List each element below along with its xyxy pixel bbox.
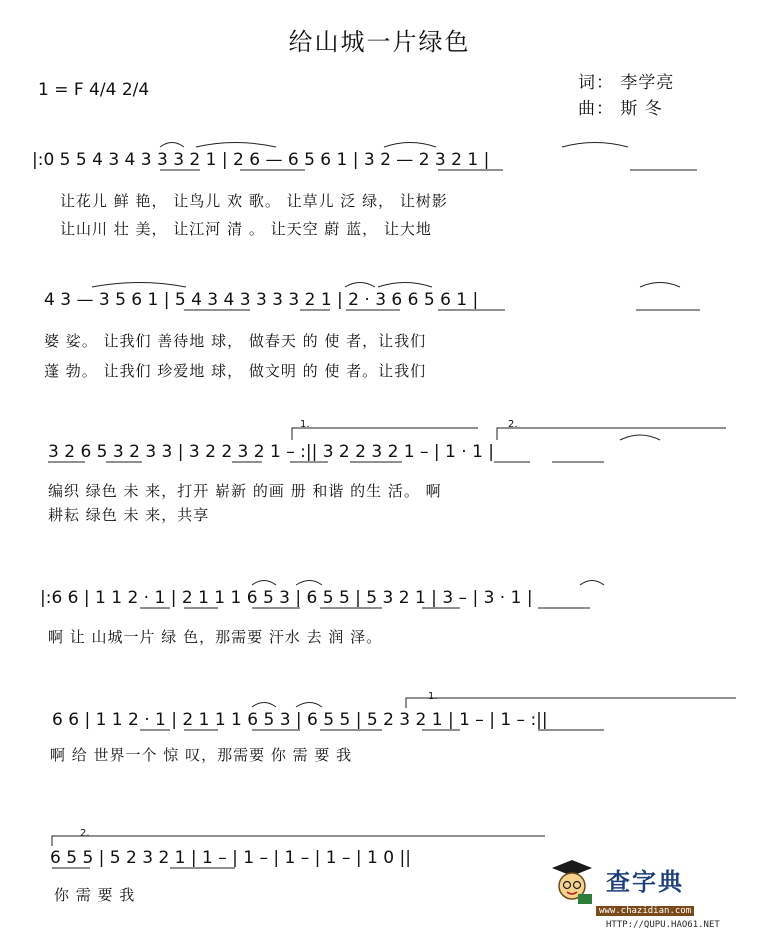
notation-line-4: |:6 6 | 1 1 2 · 1 | 2 1 1 1 6 5 3 | 6 5 5 | 5 3 2 1 | 3 – | 3 · 1 |	[40, 588, 533, 608]
composer-credit: 曲： 斯 冬	[578, 99, 663, 119]
lyrics-line-6: 你 需 要 我	[54, 886, 136, 904]
lyrics-line-1-verse-2: 让山川 壮 美， 让江河 清 。 让天空 蔚 蓝， 让大地	[60, 220, 432, 238]
lyrics-line-2-verse-2: 蓬 勃。 让我们 珍爱地 球， 做文明 的 使 者。让我们	[44, 362, 427, 380]
watermark-logo-text: 查字典	[606, 868, 684, 896]
notation-line-2: 4 3 — 3 5 6 1 | 5 4 3 4 3 3 3 3 2 1 | 2 · 3 6 6 5 6 1 |	[44, 290, 479, 310]
notation-line-5: 6 6 | 1 1 2 · 1 | 2 1 1 1 6 5 3 | 6 5 5 | 5 2 3 2 1 | 1 – | 1 – :||	[52, 710, 548, 730]
lyrics-line-4: 啊 让 山城一片 绿 色，那需要 汗水 去 润 泽。	[48, 628, 383, 646]
watermark-site: HTTP://QUPU.HAO61.NET	[606, 920, 720, 930]
watermark-url: www.chazidian.com	[596, 906, 694, 916]
lyricist-credit: 词： 李学亮	[578, 73, 675, 93]
mascot-logo-icon	[548, 858, 596, 906]
key-signature: 1 = F 4/4 2/4	[38, 80, 150, 100]
lyrics-line-3-verse-1: 编织 绿色 未 来，打开 崭新 的画 册 和谐 的生 活。 啊	[48, 482, 442, 500]
volta-1-marker: 1.	[300, 419, 310, 430]
volta-2-marker: 2.	[508, 419, 518, 430]
notation-line-6: 6 5 5 | 5 2 3 2 1 | 1 – | 1 – | 1 – | 1 – | 1 0 ||	[50, 848, 411, 868]
volta-1-marker-line-5: 1.	[428, 691, 438, 702]
lyrics-line-2-verse-1: 婆 娑。 让我们 善待地 球， 做春天 的 使 者，让我们	[44, 332, 427, 350]
notation-line-1: |:0 5 5 4 3 4 3 3 3 2 1 | 2 6 — 6 5 6 1 | 3 2 — 2 3 2 1 |	[32, 150, 490, 170]
lyrics-line-3-verse-2: 耕耘 绿色 未 来，共享	[48, 506, 210, 524]
lyrics-line-5: 啊 给 世界一个 惊 叹，那需要 你 需 要 我	[50, 746, 353, 764]
volta-2-marker-line-6: 2.	[80, 828, 90, 839]
notation-line-3: 3 2 6 5 3 2 3 3 | 3 2 2 3 2 1 – :|| 3 2 2 3 2 1 – | 1 · 1 |	[48, 442, 495, 462]
song-title: 给山城一片绿色	[288, 28, 471, 56]
lyrics-line-1-verse-1: 让花儿 鲜 艳， 让鸟儿 欢 歌。 让草儿 泛 绿， 让树影	[60, 192, 448, 210]
